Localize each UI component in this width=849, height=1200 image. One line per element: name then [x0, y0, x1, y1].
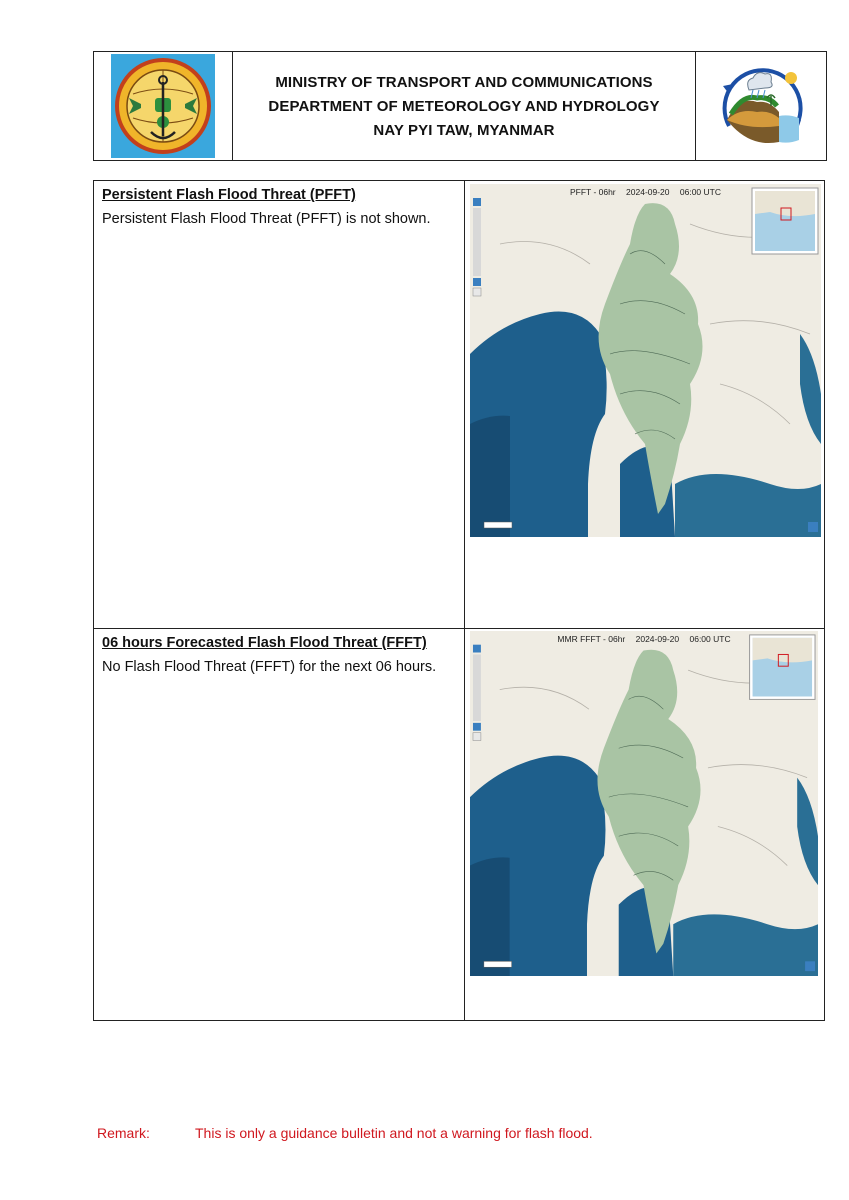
letterhead-title-block: [233, 52, 695, 160]
ffft-map-date: 2024-09-20: [635, 634, 680, 644]
letterhead: [93, 51, 827, 161]
ffft-map-graphic: [470, 631, 818, 976]
ffft-map-cell: [465, 629, 824, 1020]
pfft-map-label: [470, 187, 821, 197]
pfft-map-graphic: [470, 184, 821, 537]
pfft-map-product: PFFT - 06hr: [569, 187, 616, 197]
pfft-map[interactable]: [470, 184, 821, 537]
pfft-title: Persistent Flash Flood Threat (PFFT): [102, 187, 356, 203]
pfft-map-time: 06:00 UTC: [679, 187, 721, 197]
remark-label: Remark:: [97, 1125, 150, 1141]
pfft-map-date: 2024-09-20: [626, 187, 670, 197]
department-name: DEPARTMENT OF METEOROLOGY AND HYDROLOGY: [268, 97, 660, 115]
location-name: NAY PYI TAW, MYANMAR: [373, 121, 555, 139]
ffft-map-label: [470, 634, 818, 644]
ffft-body: No Flash Flood Threat (FFFT) for the next 06 hours.: [102, 659, 437, 675]
pfft-map-cell: [465, 181, 824, 628]
right-logo-cell: [695, 52, 826, 160]
pfft-body: Persistent Flash Flood Threat (PFFT) is not shown.: [102, 211, 431, 227]
ffft-map[interactable]: [470, 631, 818, 976]
remark: [97, 1125, 593, 1141]
hydrological-cycle-icon: [709, 56, 813, 156]
ffft-map-product: MMR FFFT - 06hr: [557, 634, 626, 644]
remark-text: This is only a guidance bulletin and not a warning for flash flood.: [195, 1125, 593, 1141]
ministry-name: MINISTRY OF TRANSPORT AND COMMUNICATIONS: [275, 73, 653, 91]
ministry-emblem-icon: [111, 54, 215, 158]
ffft-row: [94, 629, 824, 1020]
pfft-row: [94, 181, 824, 629]
pfft-text-cell: [94, 181, 465, 628]
bulletin-table: [93, 180, 825, 1021]
ffft-text-cell: [94, 629, 465, 1020]
ffft-map-time: 06:00 UTC: [689, 634, 731, 644]
ffft-title: 06 hours Forecasted Flash Flood Threat (FFFT): [102, 635, 427, 651]
left-logo-cell: [94, 52, 233, 160]
